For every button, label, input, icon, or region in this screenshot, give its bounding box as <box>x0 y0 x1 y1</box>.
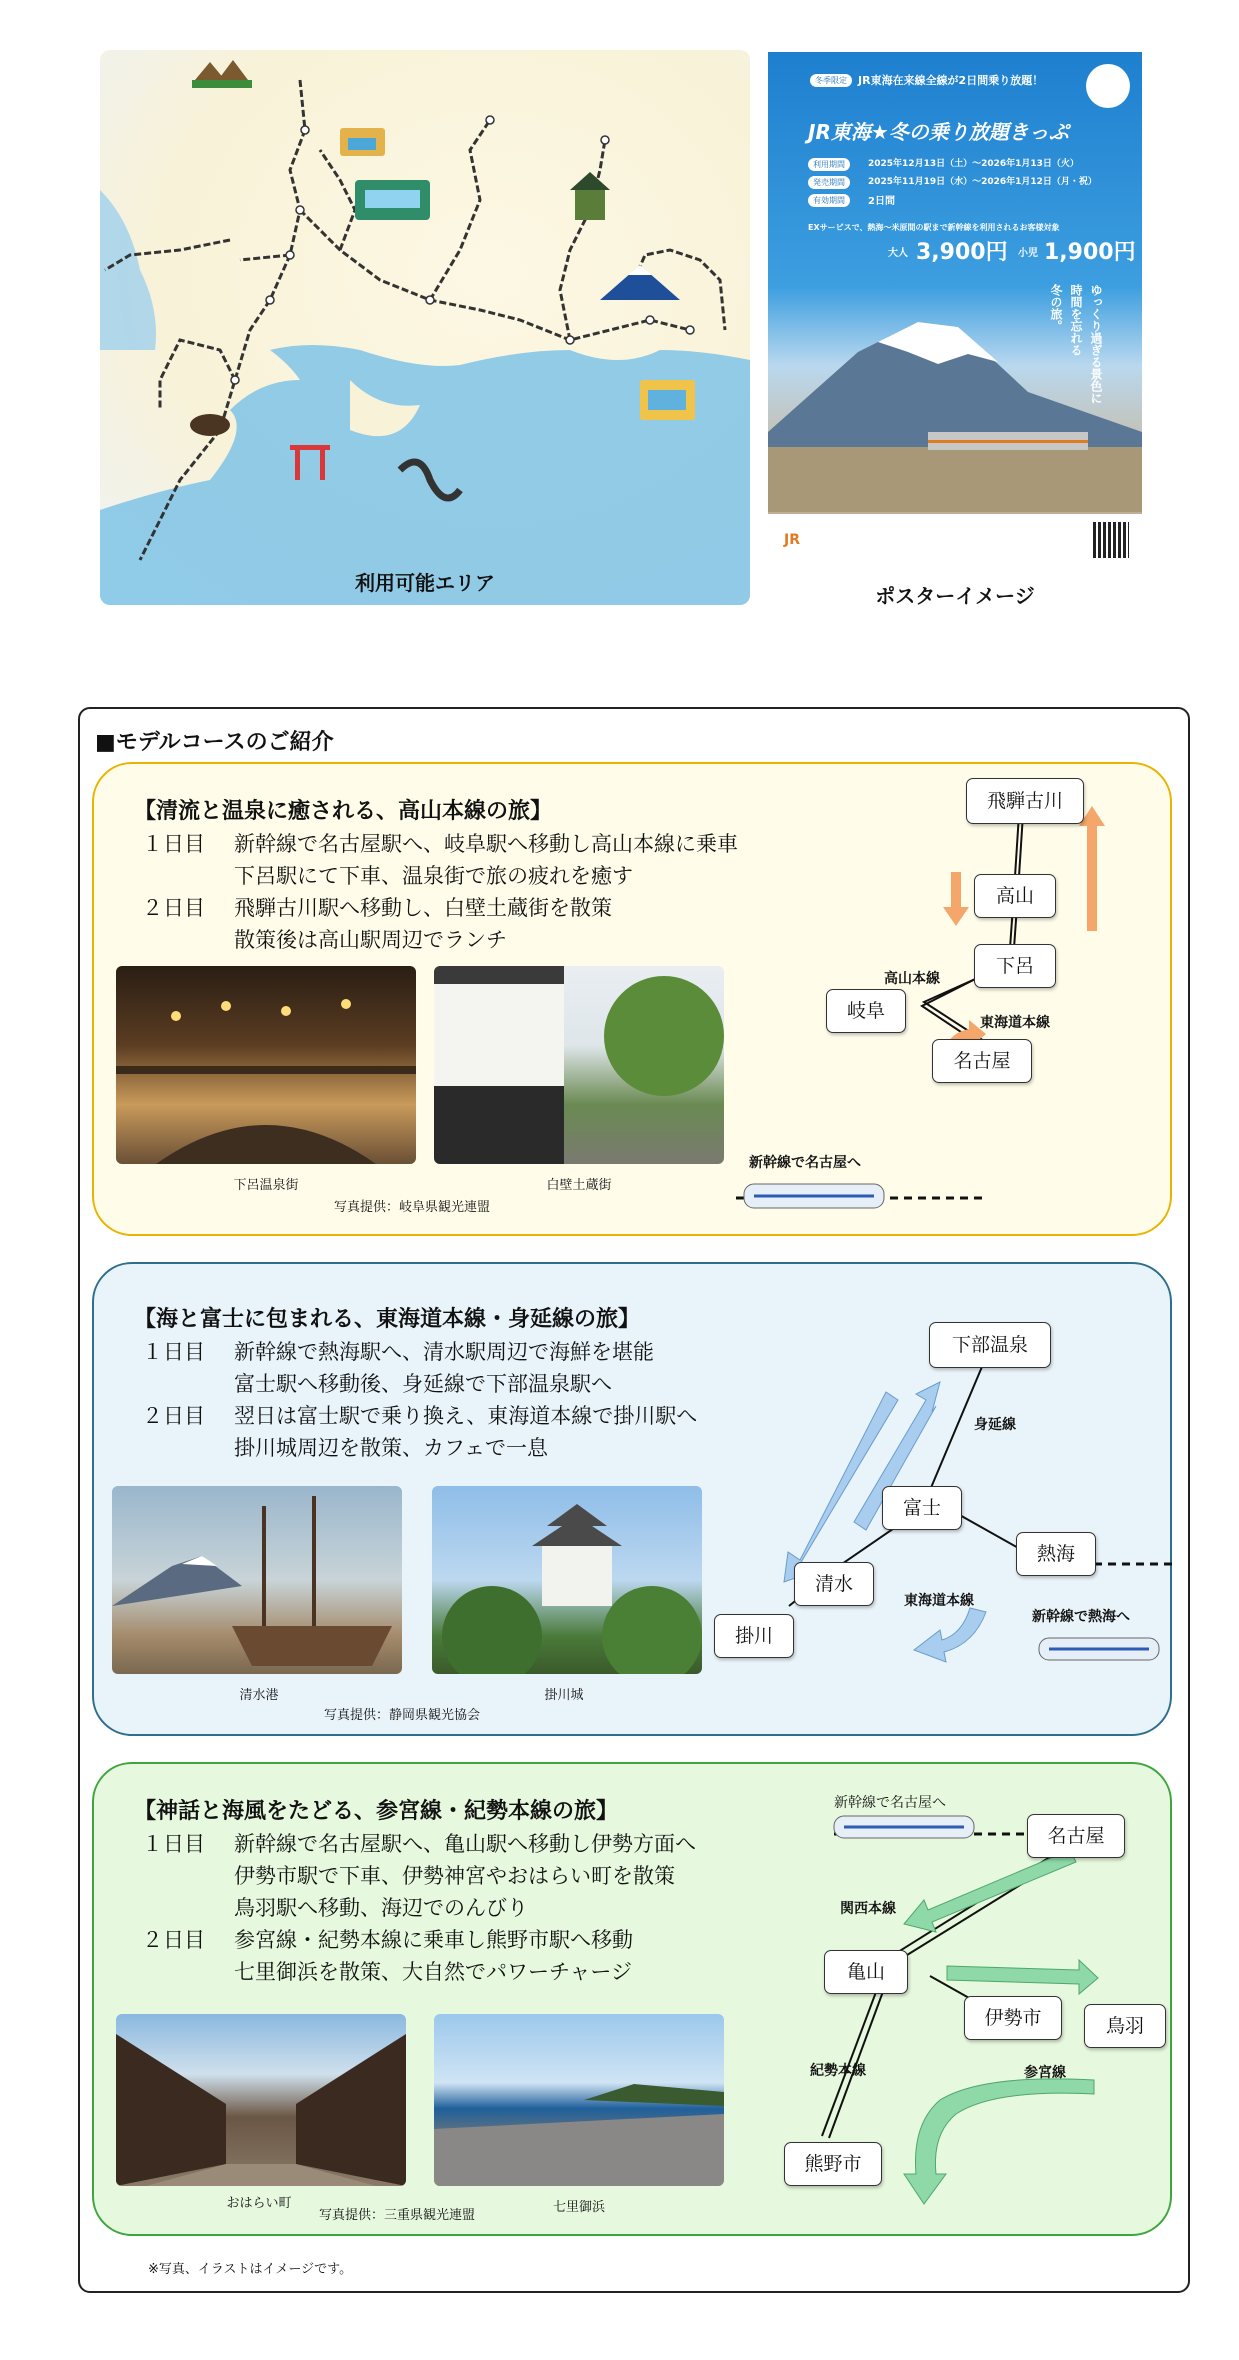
day-label: １日目 <box>142 1832 205 1856</box>
itinerary-line: 参宮線・紀勢本線に乗車し熊野市駅へ移動 <box>234 1928 633 1952</box>
day-label: ２日目 <box>142 1928 205 1952</box>
shinkansen-label: 新幹線で名古屋へ <box>834 1795 946 1811</box>
poster-vertical-copy-3: 冬の旅。 <box>1049 284 1063 332</box>
section-title: ■モデルコースのご紹介 <box>95 730 334 755</box>
station-kumanoshi: 熊野市 <box>784 2142 882 2186</box>
station-fuji: 富士 <box>882 1486 962 1530</box>
poster-sale-period: 2025年11月19日（水）～2026年1月12日（月・祝） <box>868 177 1097 187</box>
poster-valid-value: 2日間 <box>868 196 895 207</box>
photo-credit: 写真提供：静岡県観光協会 <box>324 1708 481 1723</box>
station-atami: 熱海 <box>1016 1532 1096 1576</box>
day-label: ２日目 <box>142 896 205 920</box>
itinerary-line: 掛川城周辺を散策、カフェで一息 <box>234 1436 548 1460</box>
rail-map-illustration <box>100 50 750 605</box>
station-iseshi: 伊勢市 <box>964 1996 1062 2040</box>
photo-caption: 白壁土蔵街 <box>546 1178 612 1193</box>
line-label: 東海道本線 <box>904 1593 974 1609</box>
poster-sale-label: 発売期間 <box>808 176 850 189</box>
day-label: ２日目 <box>142 1404 205 1428</box>
itinerary-line: 七里御浜を散策、大自然でパワーチャージ <box>234 1960 632 1984</box>
poster-qr-code <box>1093 522 1129 558</box>
itinerary-line: 富士駅へ移動後、身延線で下部温泉駅へ <box>234 1372 612 1396</box>
poster-usage-period: 2025年12月13日（土）～2026年1月13日（火） <box>868 159 1079 169</box>
station-nagoya: 名古屋 <box>1027 1814 1125 1858</box>
station-gifu: 岐阜 <box>826 989 906 1033</box>
course-card-ise <box>92 1762 1172 2236</box>
itinerary-line: 新幹線で熱海駅へ、清水駅周辺で海鮮を堪能 <box>234 1340 654 1364</box>
day-label: １日目 <box>142 832 205 856</box>
shinkansen-label: 新幹線で熱海へ <box>1032 1609 1130 1625</box>
poster-image <box>768 52 1142 575</box>
photo-caption: 清水港 <box>239 1688 279 1703</box>
poster-footer <box>768 514 1142 575</box>
station-kakegawa: 掛川 <box>714 1614 794 1658</box>
photo-credit: 写真提供：三重県観光連盟 <box>319 2208 476 2223</box>
photo-caption: 七里御浜 <box>552 2200 605 2215</box>
photo-caption: 下呂温泉街 <box>233 1178 299 1193</box>
line-label: 参宮線 <box>1024 2065 1066 2081</box>
poster-adult-price: 3,900円 <box>916 240 1008 265</box>
course-card-minobu <box>92 1262 1172 1736</box>
course-card-takayama <box>92 762 1172 1236</box>
map-caption: 利用可能エリア <box>355 571 495 595</box>
line-label: 高山本線 <box>884 971 940 987</box>
poster-seal <box>1086 64 1130 108</box>
itinerary-line: 鳥羽駅へ移動、海辺でのんびり <box>234 1896 528 1920</box>
poster-child-label: 小児 <box>1018 248 1038 259</box>
station-hida-furukawa: 飛騨古川 <box>966 778 1084 824</box>
poster-valid-label: 有効期間 <box>808 194 850 207</box>
line-label: 紀勢本線 <box>810 2063 866 2079</box>
line-label: 関西本線 <box>840 1901 896 1917</box>
poster-headline: JR東海在来線全線が2日間乗り放題！ <box>858 74 1044 87</box>
poster-ex-note: EXサービスで、熱海～米原間の駅まで新幹線を利用されるお客様対象 <box>808 223 1060 232</box>
itinerary-line: 下呂駅にて下車、温泉街で旅の疲れを癒す <box>234 864 633 888</box>
route-diagram-takayama <box>94 764 1174 1238</box>
poster-jr-logo: JR <box>784 532 800 548</box>
station-nagoya: 名古屋 <box>932 1039 1032 1083</box>
station-toba: 鳥羽 <box>1084 2004 1166 2048</box>
station-takayama: 高山 <box>974 874 1056 918</box>
photo-caption: おはらい町 <box>226 2196 292 2211</box>
poster-vertical-copy-1: ゆっくり過ぎる景色に <box>1089 284 1103 404</box>
poster-caption: ポスターイメージ <box>875 584 1035 608</box>
station-shimobe-onsen: 下部温泉 <box>929 1322 1051 1368</box>
poster-child-price: 1,900円 <box>1044 240 1136 265</box>
poster-badge: 冬季限定 <box>810 74 852 87</box>
station-gero: 下呂 <box>974 944 1056 988</box>
poster-title: JR東海★冬の乗り放題きっぷ <box>808 120 1069 144</box>
photo-credit: 写真提供：岐阜県観光連盟 <box>334 1200 491 1215</box>
line-label: 身延線 <box>974 1417 1016 1433</box>
station-kameyama: 亀山 <box>824 1950 908 1994</box>
poster-adult-label: 大人 <box>888 248 908 259</box>
footnote: ※写真、イラストはイメージです。 <box>148 2262 353 2277</box>
itinerary-line: 飛騨古川駅へ移動し、白壁土蔵街を散策 <box>234 896 612 920</box>
course-title: 【神話と海風をたどる、参宮線・紀勢本線の旅】 <box>134 1799 619 1824</box>
course-title: 【清流と温泉に癒される、高山本線の旅】 <box>134 799 553 824</box>
shinkansen-label: 新幹線で名古屋へ <box>749 1155 861 1171</box>
itinerary-line: 翌日は富士駅で乗り換え、東海道本線で掛川駅へ <box>234 1404 698 1428</box>
poster-fuji-train-illustration <box>768 282 1142 512</box>
poster-usage-label: 利用期間 <box>808 158 850 171</box>
photo-caption: 掛川城 <box>544 1688 584 1703</box>
line-label: 東海道本線 <box>980 1015 1050 1031</box>
poster-vertical-copy-2: 時間を忘れる <box>1069 284 1083 356</box>
itinerary-line: 散策後は高山駅周辺でランチ <box>234 928 507 952</box>
day-label: １日目 <box>142 1340 205 1364</box>
service-area-map <box>100 50 750 605</box>
itinerary-line: 伊勢市駅で下車、伊勢神宮やおはらい町を散策 <box>234 1864 675 1888</box>
itinerary-line: 新幹線で名古屋駅へ、岐阜駅へ移動し高山本線に乗車 <box>234 832 738 856</box>
course-title: 【海と富士に包まれる、東海道本線・身延線の旅】 <box>134 1307 641 1332</box>
station-shimizu: 清水 <box>794 1562 874 1606</box>
itinerary-line: 新幹線で名古屋駅へ、亀山駅へ移動し伊勢方面へ <box>234 1832 696 1856</box>
